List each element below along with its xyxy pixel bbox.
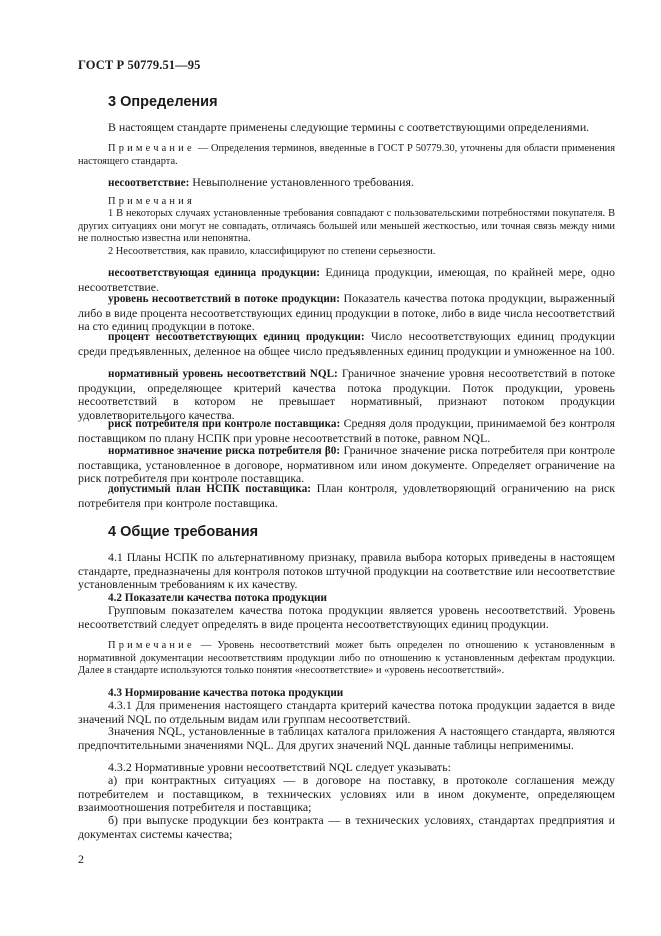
term-nonconformity [78,176,615,191]
clause-4-2-heading: 4.2 Показатели качества потока продукции [108,592,327,604]
note-lead: Примечание [108,143,195,154]
page-number: 2 [78,852,84,866]
clause-4-2-text: Групповым показателем качества потока продукции является уровень несоответствий. Уровень несоответствий следует определять в виде процента несоответствующих единиц продукции. [78,603,615,631]
clause-4-3-heading: 4.3 Нормирование качества потока продукции [108,687,344,699]
clause-4-3-2: 4.3.2 Нормативные уровни несоответствий NQL следует указывать: [108,760,451,774]
term-consumer-risk-normative: нормативное значение риска потребителя β0: Граничное значение риска потребителя при контроле поставщика, установленное в договоре, нормативном или ином документе. Определяет ограничение на риск потребителя при контроле поставщика. [78,443,615,485]
clause-4-3-2-a: а) при контрактных ситуациях — в договоре на поставку, в протоколе соглашения между потребителем и поставщиком, в технических условиях или в ином документе, определяющем взаимоотношения потребителя и поставщика; [78,773,615,814]
note-nonconformity-level: Примечание — Уровень несоответствий может быть определен по отношению к установленным в нормативной документации несоответствиям продукции либо по отношению к установленным дефектам продукции. Далее в стандарте используются только понятия «несоответствие» и «уровень несоответствий». [78,640,615,677]
term-consumer-risk: риск потребителя при контроле поставщика: Средняя доля продукции, принимаемой без контроля поставщиком по плану НСПК при уровне несоответствий в потоке, равном NQL. [78,416,615,445]
section-4-title: 4 Общие требования [108,524,259,540]
term-nonconforming-unit: несоответствующая единица продукции: Единица продукции, имеющая, по крайней мере, одно несоответствие. [78,265,615,294]
note-text: — Определения терминов, введенные в ГОСТ Р 50779.30, уточнены для области применения настоящего стандарта. [78,143,615,167]
term-nonconformity-level: уровень несоответствий в потоке продукции: Показатель качества потока продукции, выраженный либо в виде процента несоответствующих единиц продукции в потоке, либо в виде числа несоответствий на сто единиц продукции в потоке. [78,291,615,333]
term-percent-nonconforming: процент несоответствующих единиц продукции: Число несоответствующих единиц продукции среди предъявленных, деленное на общее число предъявленных единиц продукции и умноженное на 100. [78,329,615,358]
clause-4-3-2-b: б) при выпуске продукции без контракта — в технических условиях, стандартах предприятия и документах системы качества; [78,813,615,841]
notes-heading: Примечания [108,196,195,207]
term-nql: нормативный уровень несоответствий NQL: Граничное значение уровня несоответствий в потоке продукции, определяющее критерий качества потока продукции. Поток продукции, уровень несоответствий в котором не превышает нормативный, признают потоком продукции удовлетворительного качества. [78,366,615,422]
section-3-title: 3 Определения [108,94,218,110]
note-1: 1 В некоторых случаях установленные требования совпадают с пользовательскими потребностями покупателя. В других ситуациях они могут не совпадать, отличаясь большей или меньшей жесткостью, или точная связь между ними не полностью известна или непонятна. [78,208,615,245]
clause-4-3-1: 4.3.1 Для применения настоящего стандарта критерий качества потока продукции задается в виде значений NQL по отдельным видам или группам несоответствий. [78,698,615,726]
section-3-intro: В настоящем стандарте применены следующие термины с соответствующими определениями. [108,120,590,134]
term-definition: Невыполнение установленного требования. [189,175,414,189]
clause-4-3-1-values: Значения NQL, установленные в таблицах каталога приложения А настоящего стандарта, являются предпочтительными значениями NQL. Для других значений NQL данные таблицы неприменимы. [78,724,615,752]
clause-4-1: 4.1 Планы НСПК по альтернативному признаку, правила выбора которых приведены в настоящем стандарте, предназначены для контроля потоков штучной продукции на соответствие или несоответствие установленным требованиям к их качеству. [78,550,615,591]
running-header: ГОСТ Р 50779.51—95 [78,58,201,72]
note-2: 2 Несоответствия, как правило, классифицируют по степени серьезности. [108,246,436,257]
term-label: несоответствие: [108,177,190,189]
term-admissible-plan: допустимый план НСПК поставщика: План контроля, удовлетворяющий ограничению на риск потребителя при контроле поставщика. [78,481,615,510]
note-definitions [78,143,615,168]
